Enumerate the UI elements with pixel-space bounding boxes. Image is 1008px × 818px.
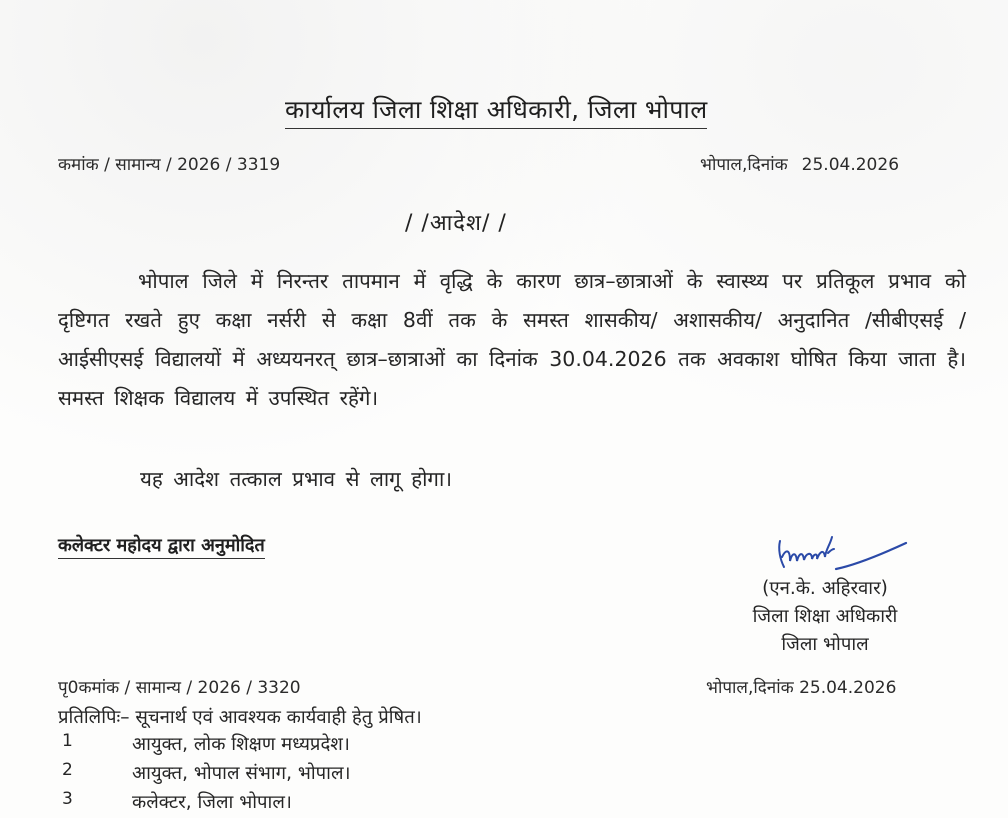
list-item-text: आयुक्त, भोपाल संभाग, भोपाल। <box>132 763 351 784</box>
signatory-block <box>720 575 930 659</box>
endorsement-reference: पृ0कमांक / सामान्य / 2026 / 3320 <box>58 678 301 698</box>
office-title: कार्यालय जिला शिक्षा अधिकारी, जिला भोपाल <box>285 92 707 129</box>
place-date <box>700 152 899 175</box>
endorsement-place-date: भोपाल,दिनांक 25.04.2026 <box>706 678 897 698</box>
date-value: 25.04.2026 <box>801 155 900 175</box>
signature-icon <box>770 527 910 579</box>
list-item-text: कलेक्टर, जिला भोपाल। <box>132 792 292 813</box>
place-date-label: भोपाल,दिनांक <box>700 155 788 175</box>
effect-line: यह आदेश तत्काल प्रभाव से लागू होगा। <box>140 467 453 491</box>
list-item-number: 3 <box>62 789 73 809</box>
list-item-text: आयुक्त, लोक शिक्षण मध्यप्रदेश। <box>132 734 350 755</box>
signatory-designation: जिला शिक्षा अधिकारी <box>752 606 898 627</box>
list-item-number: 2 <box>62 760 73 780</box>
signatory-name: (एन.के. अहिरवार) <box>762 578 888 599</box>
approval-note: कलेक्टर महोदय द्वारा अनुमोदित <box>58 533 265 559</box>
list-item-number: 1 <box>62 731 73 751</box>
copy-label: प्रतिलिपिः– सूचनार्थ एवं आवश्यक कार्यवाही हेतु प्रेषित। <box>58 707 422 728</box>
order-heading: / /आदेश/ / <box>405 211 507 236</box>
signatory-location: जिला भोपाल <box>781 634 869 655</box>
order-body-paragraph: भोपाल जिले में निरन्तर तापमान में वृद्धि के कारण छात्र–छात्राओं के स्वास्थ्य पर प्रतिकूल प्रभाव को दृष्टिगत रखते हुए कक्षा नर्सरी से कक्षा 8वीं तक के समस्त शासकीय/ अशासकीय/ अनुदानित /सीबीएसई /आईसीएसई विद्यालयों में अध्ययनरत् छात्र–छात्राओं का दिनांक 30.04.2026 तक अवकाश घोषित किया जाता है। समस्त शिक्षक विद्यालय में उपस्थित रहेंगे। <box>58 269 966 410</box>
reference-number: कमांक / सामान्य / 2026 / 3319 <box>58 155 281 175</box>
